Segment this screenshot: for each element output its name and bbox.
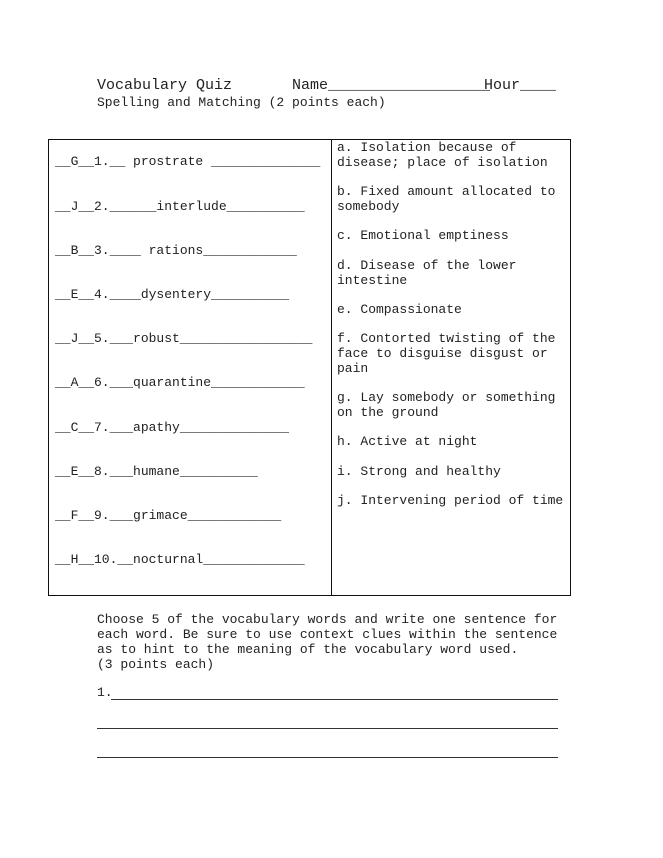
match-item-2[interactable]: __J__2.______interlude__________	[55, 199, 305, 214]
definition-d: d. Disease of the lower intestine	[337, 258, 517, 288]
match-item-6[interactable]: __A__6.___quarantine____________	[55, 375, 305, 390]
answer-line-2[interactable]	[97, 728, 558, 729]
match-item-8[interactable]: __E__8.___humane__________	[55, 464, 258, 479]
sentence-instructions	[97, 612, 567, 672]
hour-field[interactable]: ____	[520, 77, 557, 94]
instructions-line-1: Choose 5 of the vocabulary words and write one sentence for	[97, 612, 558, 627]
answer-line-3[interactable]	[97, 757, 558, 758]
match-item-3[interactable]: __B__3.____ rations____________	[55, 243, 297, 258]
definition-f: f. Contorted twisting of the face to disguise disgust or pain	[337, 331, 556, 376]
matching-divider	[331, 139, 332, 596]
definition-c: c. Emotional emptiness	[337, 228, 509, 243]
definition-b: b. Fixed amount allocated to somebody	[337, 184, 556, 214]
hour-label: Hour	[484, 77, 521, 94]
instructions-line-3: as to hint to the meaning of the vocabulary word used.	[97, 642, 519, 657]
definition-i: i. Strong and healthy	[337, 464, 501, 479]
match-item-9[interactable]: __F__9.___grimace____________	[55, 508, 282, 523]
instructions-line-2: each word. Be sure to use context clues within the sentence	[97, 627, 558, 642]
answer-label-1: 1.	[97, 685, 113, 700]
definition-g: g. Lay somebody or something on the ground	[337, 390, 556, 420]
quiz-subtitle: Spelling and Matching (2 points each)	[97, 95, 386, 110]
definition-j: j. Intervening period of time	[337, 493, 564, 508]
instructions-line-4: (3 points each)	[97, 657, 215, 672]
definition-e: e. Compassionate	[337, 302, 462, 317]
name-label: Name	[292, 77, 329, 94]
match-item-5[interactable]: __J__5.___robust_________________	[55, 331, 313, 346]
definition-h: h. Active at night	[337, 434, 478, 449]
definition-a: a. Isolation because of disease; place of isolation	[337, 140, 548, 170]
match-item-1[interactable]: __G__1.__ prostrate ______________	[55, 154, 321, 169]
name-field[interactable]: __________________	[328, 77, 491, 94]
match-item-7[interactable]: __C__7.___apathy______________	[55, 420, 290, 435]
match-item-10[interactable]: __H__10.__nocturnal_____________	[55, 552, 305, 567]
answer-line-1[interactable]	[111, 699, 558, 700]
match-item-4[interactable]: __E__4.____dysentery__________	[55, 287, 290, 302]
quiz-title: Vocabulary Quiz	[97, 77, 233, 94]
